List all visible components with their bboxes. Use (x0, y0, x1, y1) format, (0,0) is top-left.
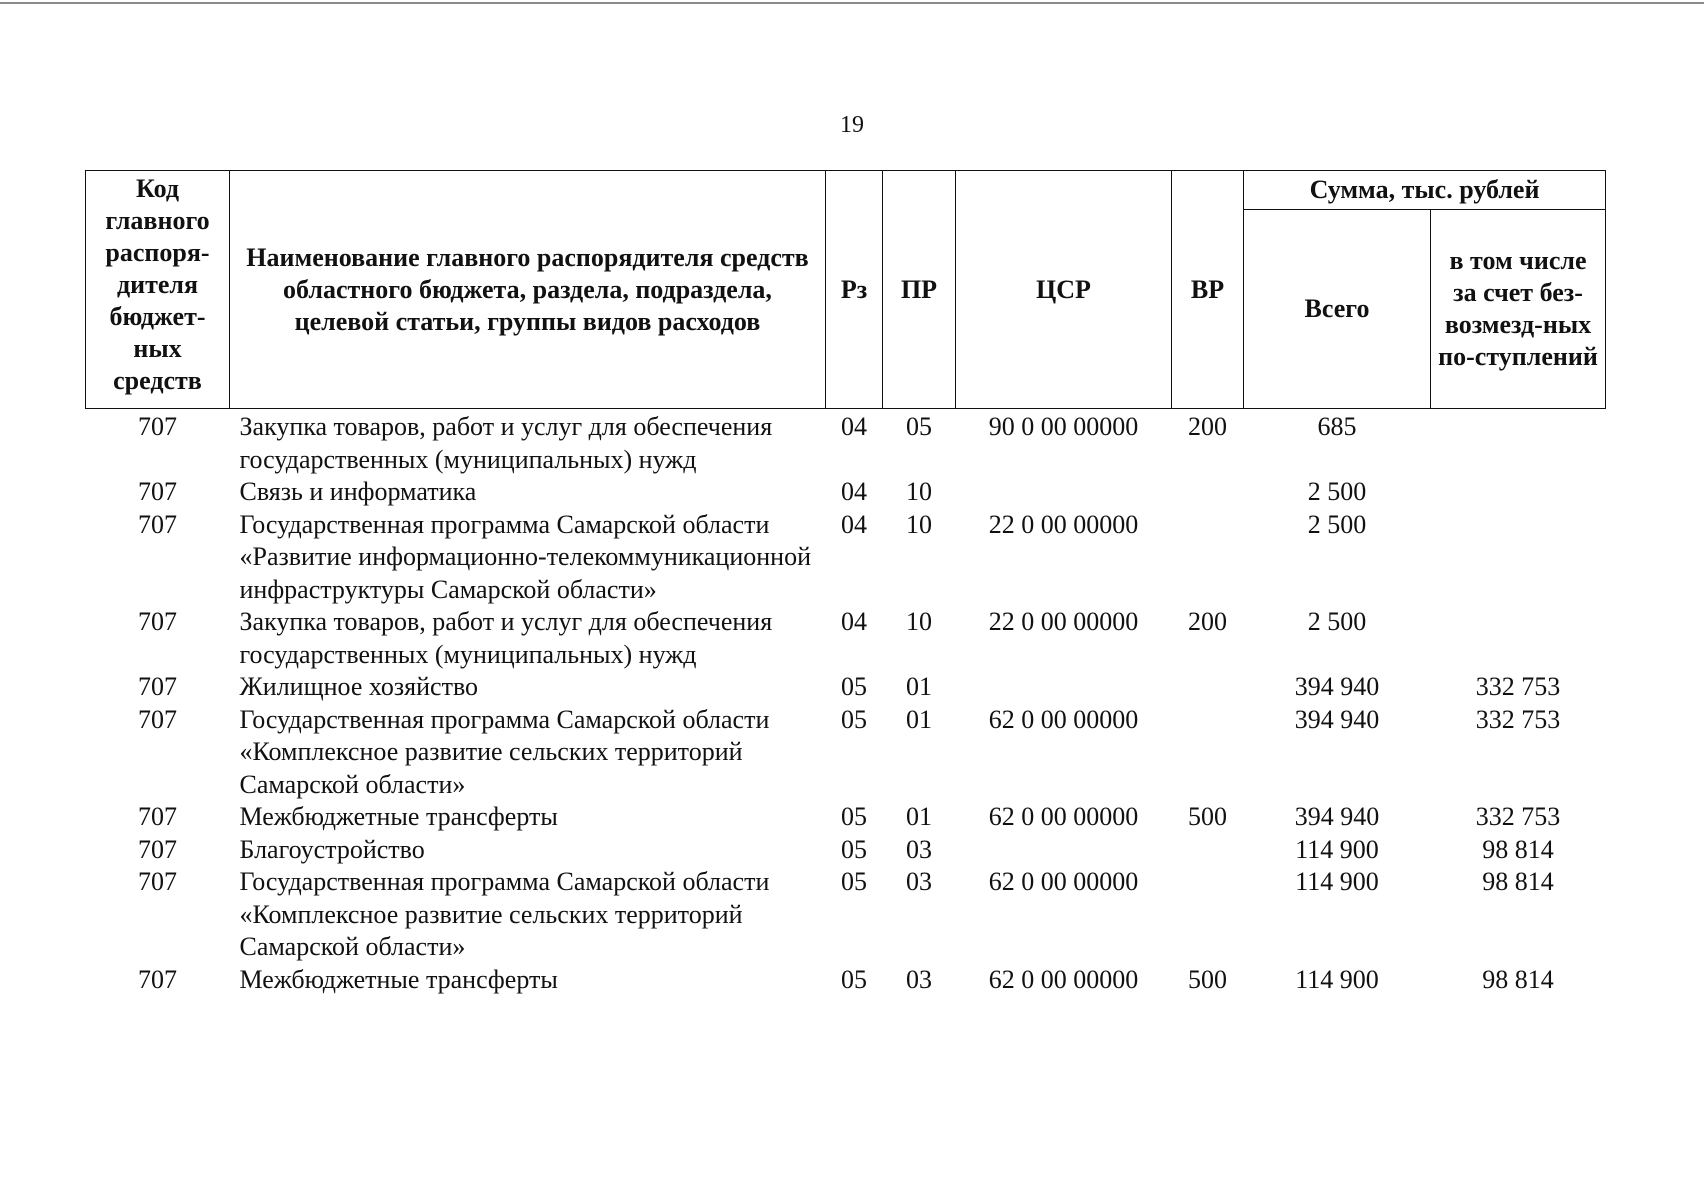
cell-pr: 01 (906, 802, 932, 831)
cell-csr: 62 0 00 00000 (988, 704, 1139, 734)
cell-name: Государственная программа Самарской области «Комплексное развитие сельских территорий Самарской области» (239, 867, 770, 961)
cell-rz: 05 (841, 964, 867, 994)
table-body (86, 409, 1606, 997)
table-row (86, 834, 1606, 867)
cell-csr (956, 671, 1172, 704)
cell-name: Государственная программа Самарской области «Развитие информационно-телекоммуникационной инфраструктуры Самарской области» (239, 509, 812, 604)
cell-pr: 03 (906, 834, 932, 864)
cell-vr: 500 (1188, 802, 1227, 831)
cell-vr (1172, 866, 1244, 964)
cell-vr (1172, 704, 1244, 802)
cell-csr (956, 834, 1172, 867)
cell-name: Жилищное хозяйство (239, 672, 479, 701)
header-name: Наименование главного распорядителя средств областного бюджета, раздела, подраздела, целевой статьи, группы видов расходов (230, 171, 826, 409)
cell-pr: 10 (906, 607, 932, 636)
cell-total: 394 940 (1294, 802, 1380, 831)
cell-free: 332 753 (1475, 672, 1561, 701)
cell-code: 707 (138, 964, 177, 994)
table-row (86, 964, 1606, 997)
table-row (86, 409, 1606, 477)
cell-rz: 04 (841, 607, 867, 636)
cell-code: 707 (138, 802, 177, 831)
cell-name: Межбюджетные трансферты (239, 802, 558, 831)
cell-rz: 04 (841, 412, 867, 441)
table-row (86, 704, 1606, 802)
cell-pr: 10 (906, 509, 932, 539)
cell-name: Межбюджетные трансферты (239, 964, 558, 994)
cell-total: 394 940 (1294, 672, 1380, 701)
header-vr: ВР (1172, 171, 1244, 409)
cell-rz: 05 (841, 867, 867, 896)
cell-rz: 04 (841, 477, 867, 506)
cell-csr: 62 0 00 00000 (988, 964, 1139, 994)
cell-total: 2 500 (1307, 607, 1367, 636)
cell-total: 2 500 (1307, 477, 1367, 506)
cell-vr: 500 (1188, 964, 1227, 994)
cell-free (1431, 509, 1606, 607)
cell-name: Государственная программа Самарской области «Комплексное развитие сельских территорий Самарской области» (239, 704, 770, 799)
cell-code: 707 (138, 607, 177, 636)
cell-total: 114 900 (1295, 834, 1379, 864)
cell-total: 394 940 (1294, 704, 1380, 734)
cell-pr: 05 (906, 412, 932, 441)
header-row-top (86, 171, 1606, 210)
cell-vr: 200 (1188, 607, 1227, 636)
cell-code: 707 (138, 704, 177, 734)
table-row (86, 671, 1606, 704)
header-free: в том числе за счет без-возмезд-ных по-ступлений (1431, 210, 1606, 409)
header-sum-group: Сумма, тыс. рублей (1244, 171, 1606, 210)
cell-name: Закупка товаров, работ и услуг для обеспечения государственных (муниципальных) нужд (239, 412, 773, 474)
cell-csr: 62 0 00 00000 (988, 802, 1139, 831)
cell-vr (1172, 671, 1244, 704)
cell-total: 685 (1317, 412, 1357, 441)
cell-rz: 05 (841, 672, 867, 701)
cell-code: 707 (138, 509, 177, 539)
page-number: 19 (840, 112, 864, 138)
cell-code: 707 (138, 477, 177, 506)
cell-free: 98 814 (1482, 834, 1554, 864)
cell-free: 98 814 (1482, 964, 1554, 994)
table-row (86, 606, 1606, 671)
cell-pr: 10 (906, 477, 932, 506)
cell-vr: 200 (1188, 412, 1227, 441)
cell-rz: 04 (841, 509, 867, 539)
budget-table (85, 170, 1606, 996)
cell-csr: 90 0 00 00000 (988, 412, 1139, 441)
cell-free (1431, 409, 1606, 477)
cell-pr: 03 (906, 867, 932, 896)
cell-name: Благоустройство (239, 834, 425, 864)
table-row (86, 509, 1606, 607)
cell-total: 114 900 (1295, 867, 1379, 896)
cell-code: 707 (138, 867, 177, 896)
cell-csr: 22 0 00 00000 (988, 509, 1139, 539)
cell-vr (1172, 509, 1244, 607)
table-row (86, 866, 1606, 964)
header-pr: ПР (883, 171, 956, 409)
cell-free: 332 753 (1475, 704, 1561, 734)
cell-pr: 01 (906, 704, 932, 734)
cell-csr: 62 0 00 00000 (988, 867, 1139, 896)
cell-rz: 05 (841, 802, 867, 831)
cell-vr (1172, 476, 1244, 509)
cell-csr: 22 0 00 00000 (988, 607, 1139, 636)
cell-rz: 05 (841, 704, 867, 734)
cell-total: 114 900 (1295, 964, 1379, 994)
header-code: Код главного распоря-дителя бюджет-ных средств (86, 171, 230, 409)
cell-free: 98 814 (1482, 867, 1554, 896)
cell-free (1431, 476, 1606, 509)
header-csr: ЦСР (956, 171, 1172, 409)
table-header (86, 171, 1606, 409)
cell-code: 707 (138, 672, 177, 701)
header-total: Всего (1244, 210, 1431, 409)
cell-pr: 03 (906, 964, 932, 994)
cell-free (1431, 606, 1606, 671)
cell-total: 2 500 (1307, 509, 1367, 539)
cell-name: Закупка товаров, работ и услуг для обеспечения государственных (муниципальных) нужд (239, 607, 773, 669)
cell-vr (1172, 834, 1244, 867)
table-row (86, 476, 1606, 509)
cell-free: 332 753 (1475, 802, 1561, 831)
header-rz: Рз (826, 171, 883, 409)
cell-csr (956, 476, 1172, 509)
cell-rz: 05 (841, 834, 867, 864)
cell-code: 707 (138, 834, 177, 864)
top-rule (0, 2, 1704, 4)
cell-pr: 01 (906, 672, 932, 701)
table-row (86, 801, 1606, 834)
cell-name: Связь и информатика (239, 477, 477, 506)
cell-code: 707 (138, 412, 177, 441)
